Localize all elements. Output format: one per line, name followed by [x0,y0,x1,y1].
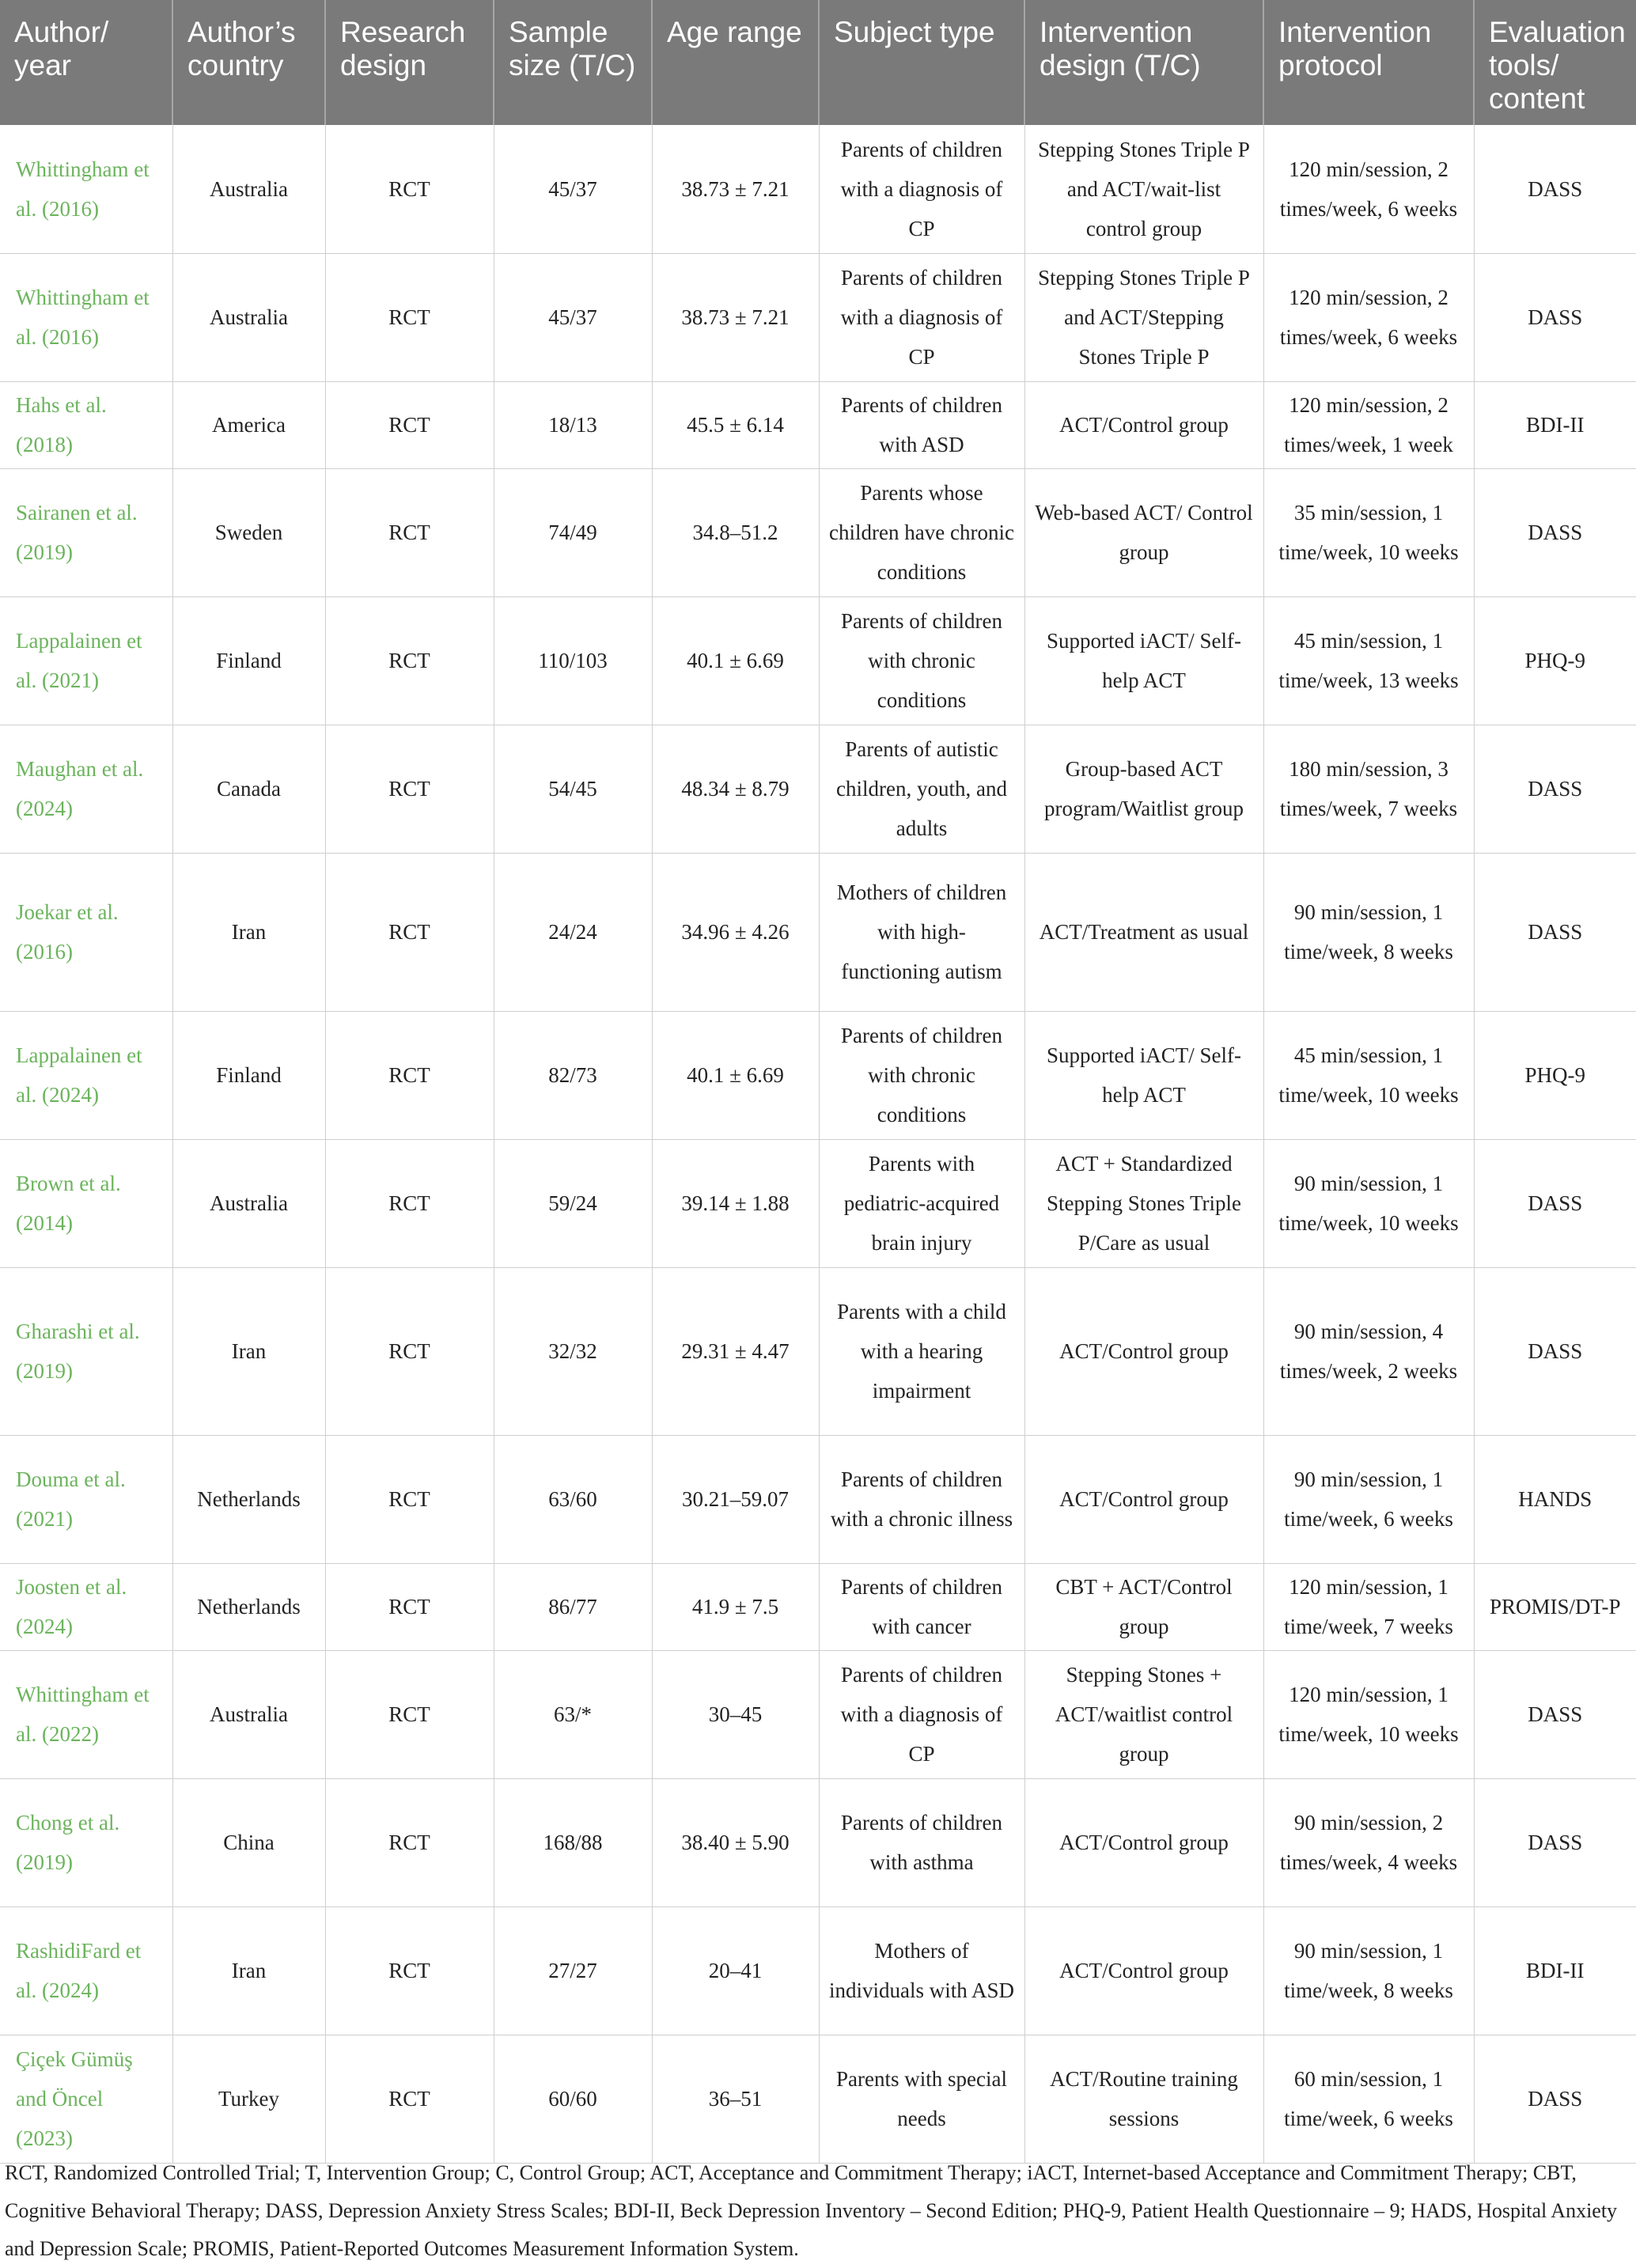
cell-evaluation-tools: PROMIS/DT-P [1474,1563,1636,1650]
cell-research-design: RCT [325,853,494,1011]
cell-sample-size: 110/103 [494,596,652,725]
cell-intervention-design: ACT/Control group [1024,381,1263,468]
cell-intervention-protocol: 45 min/session, 1 time/week, 13 weeks [1263,596,1474,725]
cell-intervention-protocol: 120 min/session, 1 time/week, 7 weeks [1263,1563,1474,1650]
cell-intervention-protocol: 35 min/session, 1 time/week, 10 weeks [1263,468,1474,596]
cell-intervention-design: Stepping Stones Triple P and ACT/Stepping Stones Triple P [1024,253,1263,381]
cell-subject-type: Parents of children with a diagnosis of CP [819,125,1024,253]
cell-intervention-design: ACT/Control group [1024,1435,1263,1563]
table-row [0,381,1636,468]
column-header-authors-country: Author’s country [172,0,325,125]
cell-research-design: RCT [325,2035,494,2163]
cell-author-year[interactable]: Whittingham et al. (2016) [0,253,172,381]
cell-author-year[interactable]: Maughan et al. (2024) [0,725,172,853]
cell-age-range: 39.14 ± 1.88 [652,1139,819,1267]
cell-age-range: 38.73 ± 7.21 [652,125,819,253]
column-header-age-range: Age range [652,0,819,125]
cell-authors-country: Australia [172,125,325,253]
cell-author-year[interactable]: Whittingham et al. (2022) [0,1650,172,1778]
cell-age-range: 34.8–51.2 [652,468,819,596]
column-header-evaluation-tools: Evaluation tools/ content [1474,0,1636,125]
table-header-row [0,0,1636,125]
cell-author-year[interactable]: RashidiFard et al. (2024) [0,1906,172,2035]
cell-intervention-design: Supported iACT/ Self-help ACT [1024,1011,1263,1139]
cell-subject-type: Mothers of individuals with ASD [819,1906,1024,2035]
column-header-sample-size: Sample size (T/C) [494,0,652,125]
column-header-subject-type: Subject type [819,0,1024,125]
cell-sample-size: 63/* [494,1650,652,1778]
cell-research-design: RCT [325,253,494,381]
cell-evaluation-tools: DASS [1474,1267,1636,1435]
cell-author-year[interactable]: Joekar et al. (2016) [0,853,172,1011]
column-header-author-year: Author/ year [0,0,172,125]
table-row [0,468,1636,596]
cell-evaluation-tools: DASS [1474,725,1636,853]
cell-intervention-design: Group-based ACT program/Waitlist group [1024,725,1263,853]
cell-age-range: 36–51 [652,2035,819,2163]
cell-age-range: 20–41 [652,1906,819,2035]
cell-age-range: 34.96 ± 4.26 [652,853,819,1011]
cell-subject-type: Parents of children with a diagnosis of CP [819,253,1024,381]
cell-intervention-protocol: 90 min/session, 1 time/week, 8 weeks [1263,1906,1474,2035]
cell-research-design: RCT [325,1650,494,1778]
cell-author-year[interactable]: Çiçek Gümüş and Öncel (2023) [0,2035,172,2163]
cell-intervention-protocol: 90 min/session, 1 time/week, 8 weeks [1263,853,1474,1011]
table-row [0,1011,1636,1139]
cell-age-range: 40.1 ± 6.69 [652,1011,819,1139]
cell-subject-type: Parents of children with a chronic illness [819,1435,1024,1563]
cell-subject-type: Parents of children with chronic conditions [819,1011,1024,1139]
cell-evaluation-tools: DASS [1474,1650,1636,1778]
table-body [0,125,1636,2163]
cell-research-design: RCT [325,596,494,725]
column-header-intervention-design: Intervention design (T/C) [1024,0,1263,125]
cell-sample-size: 168/88 [494,1778,652,1906]
cell-subject-type: Parents with pediatric-acquired brain injury [819,1139,1024,1267]
cell-intervention-protocol: 90 min/session, 4 times/week, 2 weeks [1263,1267,1474,1435]
cell-authors-country: Sweden [172,468,325,596]
cell-subject-type: Parents with a child with a hearing impairment [819,1267,1024,1435]
cell-evaluation-tools: DASS [1474,253,1636,381]
table-row [0,1563,1636,1650]
cell-sample-size: 45/37 [494,125,652,253]
table-row [0,1906,1636,2035]
cell-authors-country: Netherlands [172,1563,325,1650]
cell-intervention-design: Supported iACT/ Self-help ACT [1024,596,1263,725]
cell-intervention-protocol: 60 min/session, 1 time/week, 6 weeks [1263,2035,1474,2163]
cell-intervention-design: ACT/Control group [1024,1267,1263,1435]
cell-authors-country: Iran [172,853,325,1011]
cell-author-year[interactable]: Douma et al. (2021) [0,1435,172,1563]
cell-author-year[interactable]: Joosten et al. (2024) [0,1563,172,1650]
cell-authors-country: Australia [172,1650,325,1778]
cell-evaluation-tools: DASS [1474,468,1636,596]
cell-age-range: 30.21–59.07 [652,1435,819,1563]
cell-intervention-protocol: 180 min/session, 3 times/week, 7 weeks [1263,725,1474,853]
cell-research-design: RCT [325,381,494,468]
table-row [0,725,1636,853]
cell-author-year[interactable]: Brown et al. (2014) [0,1139,172,1267]
table-row [0,853,1636,1011]
cell-sample-size: 54/45 [494,725,652,853]
cell-age-range: 48.34 ± 8.79 [652,725,819,853]
table-row [0,1139,1636,1267]
cell-research-design: RCT [325,1011,494,1139]
cell-sample-size: 27/27 [494,1906,652,2035]
cell-intervention-protocol: 90 min/session, 2 times/week, 4 weeks [1263,1778,1474,1906]
cell-age-range: 38.40 ± 5.90 [652,1778,819,1906]
cell-research-design: RCT [325,125,494,253]
cell-intervention-protocol: 120 min/session, 2 times/week, 1 week [1263,381,1474,468]
cell-evaluation-tools: DASS [1474,1778,1636,1906]
cell-authors-country: Iran [172,1267,325,1435]
cell-subject-type: Parents of children with ASD [819,381,1024,468]
table-row [0,1435,1636,1563]
cell-sample-size: 74/49 [494,468,652,596]
cell-intervention-protocol: 120 min/session, 2 times/week, 6 weeks [1263,125,1474,253]
cell-sample-size: 86/77 [494,1563,652,1650]
cell-evaluation-tools: HANDS [1474,1435,1636,1563]
cell-sample-size: 63/60 [494,1435,652,1563]
table-row [0,125,1636,253]
cell-age-range: 45.5 ± 6.14 [652,381,819,468]
column-header-intervention-protocol: Intervention protocol [1263,0,1474,125]
cell-age-range: 40.1 ± 6.69 [652,596,819,725]
cell-intervention-design: ACT/Control group [1024,1778,1263,1906]
table-row [0,1778,1636,1906]
cell-research-design: RCT [325,1139,494,1267]
cell-subject-type: Parents of children with cancer [819,1563,1024,1650]
cell-authors-country: Canada [172,725,325,853]
cell-author-year[interactable]: Gharashi et al. (2019) [0,1267,172,1435]
cell-research-design: RCT [325,1563,494,1650]
table-row [0,253,1636,381]
cell-authors-country: Iran [172,1906,325,2035]
cell-author-year[interactable]: Whittingham et al. (2016) [0,125,172,253]
cell-author-year[interactable]: Sairanen et al. (2019) [0,468,172,596]
cell-intervention-protocol: 90 min/session, 1 time/week, 6 weeks [1263,1435,1474,1563]
cell-sample-size: 18/13 [494,381,652,468]
cell-subject-type: Parents of children with a diagnosis of CP [819,1650,1024,1778]
cell-intervention-protocol: 120 min/session, 1 time/week, 10 weeks [1263,1650,1474,1778]
cell-research-design: RCT [325,1267,494,1435]
cell-authors-country: Finland [172,1011,325,1139]
cell-age-range: 38.73 ± 7.21 [652,253,819,381]
table-footnote: RCT, Randomized Controlled Trial; T, Intervention Group; C, Control Group; ACT, Acceptance and Commitment Therapy; iACT, Internet-based Acceptance and Commitment Therapy; CBT, Cognitive Behavioral Therapy; DASS, Depression Anxiety Stress Scales; BDI-II, Beck Depression Inventory – Second Edition; PHQ-9, Patient Health Questionnaire – 9; HADS, Hospital Anxiety and Depression Scale; PROMIS, Patient-Reported Outcomes Measurement Information System. [5,2161,1618,2260]
cell-age-range: 30–45 [652,1650,819,1778]
cell-evaluation-tools: BDI-II [1474,1906,1636,2035]
cell-evaluation-tools: DASS [1474,125,1636,253]
column-header-research-design: Research design [325,0,494,125]
table-row [0,1267,1636,1435]
cell-research-design: RCT [325,1906,494,2035]
cell-author-year[interactable]: Lappalainen et al. (2021) [0,596,172,725]
cell-sample-size: 82/73 [494,1011,652,1139]
cell-evaluation-tools: PHQ-9 [1474,596,1636,725]
cell-research-design: RCT [325,468,494,596]
cell-intervention-design: CBT + ACT/Control group [1024,1563,1263,1650]
cell-author-year[interactable]: Hahs et al. (2018) [0,381,172,468]
cell-authors-country: Turkey [172,2035,325,2163]
cell-intervention-protocol: 120 min/session, 2 times/week, 6 weeks [1263,253,1474,381]
cell-intervention-design: ACT/Routine training sessions [1024,2035,1263,2163]
cell-intervention-protocol: 45 min/session, 1 time/week, 10 weeks [1263,1011,1474,1139]
cell-intervention-design: ACT/Control group [1024,1906,1263,2035]
cell-authors-country: Australia [172,1139,325,1267]
cell-authors-country: Netherlands [172,1435,325,1563]
table-row [0,596,1636,725]
cell-sample-size: 24/24 [494,853,652,1011]
cell-sample-size: 60/60 [494,2035,652,2163]
cell-intervention-protocol: 90 min/session, 1 time/week, 10 weeks [1263,1139,1474,1267]
cell-evaluation-tools: BDI-II [1474,381,1636,468]
cell-authors-country: China [172,1778,325,1906]
cell-authors-country: Finland [172,596,325,725]
cell-subject-type: Parents of children with chronic conditions [819,596,1024,725]
cell-research-design: RCT [325,1778,494,1906]
cell-age-range: 29.31 ± 4.47 [652,1267,819,1435]
cell-authors-country: America [172,381,325,468]
cell-evaluation-tools: DASS [1474,1139,1636,1267]
cell-subject-type: Parents with special needs [819,2035,1024,2163]
table-row [0,1650,1636,1778]
cell-authors-country: Australia [172,253,325,381]
table-row [0,2035,1636,2163]
cell-evaluation-tools: DASS [1474,2035,1636,2163]
cell-intervention-design: ACT + Standardized Stepping Stones Triple P/Care as usual [1024,1139,1263,1267]
cell-sample-size: 32/32 [494,1267,652,1435]
cell-author-year[interactable]: Lappalainen et al. (2024) [0,1011,172,1139]
cell-age-range: 41.9 ± 7.5 [652,1563,819,1650]
cell-subject-type: Parents of autistic children, youth, and adults [819,725,1024,853]
cell-intervention-design: Web-based ACT/ Control group [1024,468,1263,596]
cell-subject-type: Mothers of children with high-functioning autism [819,853,1024,1011]
cell-evaluation-tools: PHQ-9 [1474,1011,1636,1139]
cell-intervention-design: Stepping Stones Triple P and ACT/wait-list control group [1024,125,1263,253]
cell-research-design: RCT [325,1435,494,1563]
cell-research-design: RCT [325,725,494,853]
cell-intervention-design: Stepping Stones + ACT/waitlist control group [1024,1650,1263,1778]
cell-subject-type: Parents whose children have chronic conditions [819,468,1024,596]
cell-author-year[interactable]: Chong et al. (2019) [0,1778,172,1906]
cell-sample-size: 45/37 [494,253,652,381]
cell-sample-size: 59/24 [494,1139,652,1267]
cell-intervention-design: ACT/Treatment as usual [1024,853,1263,1011]
cell-evaluation-tools: DASS [1474,853,1636,1011]
cell-subject-type: Parents of children with asthma [819,1778,1024,1906]
